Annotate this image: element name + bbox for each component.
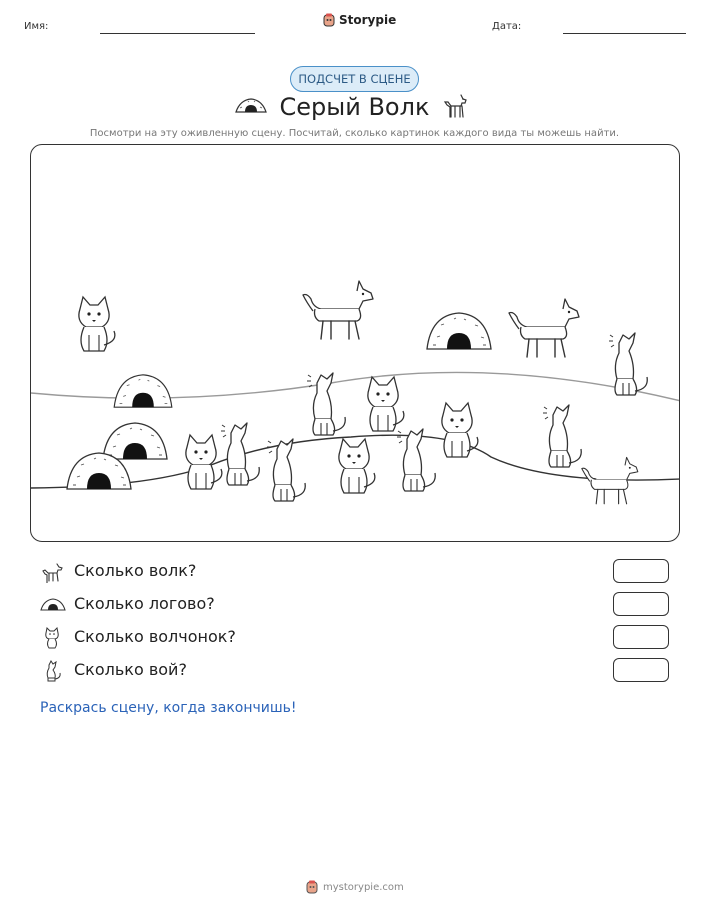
wolf — [303, 281, 373, 339]
answer-box[interactable] — [613, 625, 669, 649]
answer-box[interactable] — [613, 592, 669, 616]
howling-wolf — [307, 373, 345, 435]
howling-wolf — [609, 333, 647, 395]
den — [103, 423, 167, 459]
question-text: Сколько вой? — [74, 660, 187, 679]
name-label: Имя: — [24, 21, 49, 32]
counting-scene[interactable] — [30, 144, 680, 542]
footer-url[interactable]: mystorypie.com — [323, 881, 404, 893]
question-text: Сколько волчонок? — [74, 627, 236, 646]
wolf-pup — [368, 377, 404, 431]
date-line[interactable] — [563, 33, 686, 34]
question-row-howl — [40, 658, 670, 684]
storypie-logo-icon — [323, 13, 335, 27]
answer-box[interactable] — [613, 658, 669, 682]
question-row-pup — [40, 625, 670, 651]
activity-badge: ПОДСЧЕТ В СЦЕНЕ — [290, 66, 419, 92]
question-row-wolf — [40, 559, 670, 585]
brand-name: Storypie — [339, 13, 397, 27]
question-row-den — [40, 592, 670, 618]
wolf-pup-icon — [40, 627, 66, 649]
wolf-pup — [79, 297, 115, 351]
den — [427, 313, 491, 349]
answer-box[interactable] — [613, 559, 669, 583]
footer — [306, 880, 404, 894]
wolf-icon — [40, 561, 66, 583]
wolf — [509, 299, 579, 357]
date-label: Дата: — [492, 21, 522, 32]
howling-wolf — [397, 429, 435, 491]
wolf-pup — [442, 403, 478, 457]
wolf-pup — [186, 435, 222, 489]
wolf-icon — [441, 92, 471, 122]
storypie-logo-icon — [306, 880, 318, 894]
den — [114, 375, 172, 407]
howling-wolf — [221, 423, 259, 485]
howling-wolf — [543, 405, 581, 467]
question-text: Сколько логово? — [74, 594, 215, 613]
instructions: Посмотри на эту оживленную сцену. Посчитай, сколько картинок каждого вида ты можешь найти. — [89, 128, 620, 139]
name-line[interactable] — [100, 33, 255, 34]
den-icon — [40, 594, 66, 616]
howl-icon — [40, 660, 66, 682]
brand — [323, 13, 396, 27]
question-text: Сколько волк? — [74, 561, 197, 580]
howling-wolf — [267, 439, 305, 501]
wolf-pup — [339, 439, 375, 493]
color-instruction: Раскрась сцену, когда закончишь! — [40, 700, 297, 716]
page-title: Серый Волк — [279, 93, 430, 121]
